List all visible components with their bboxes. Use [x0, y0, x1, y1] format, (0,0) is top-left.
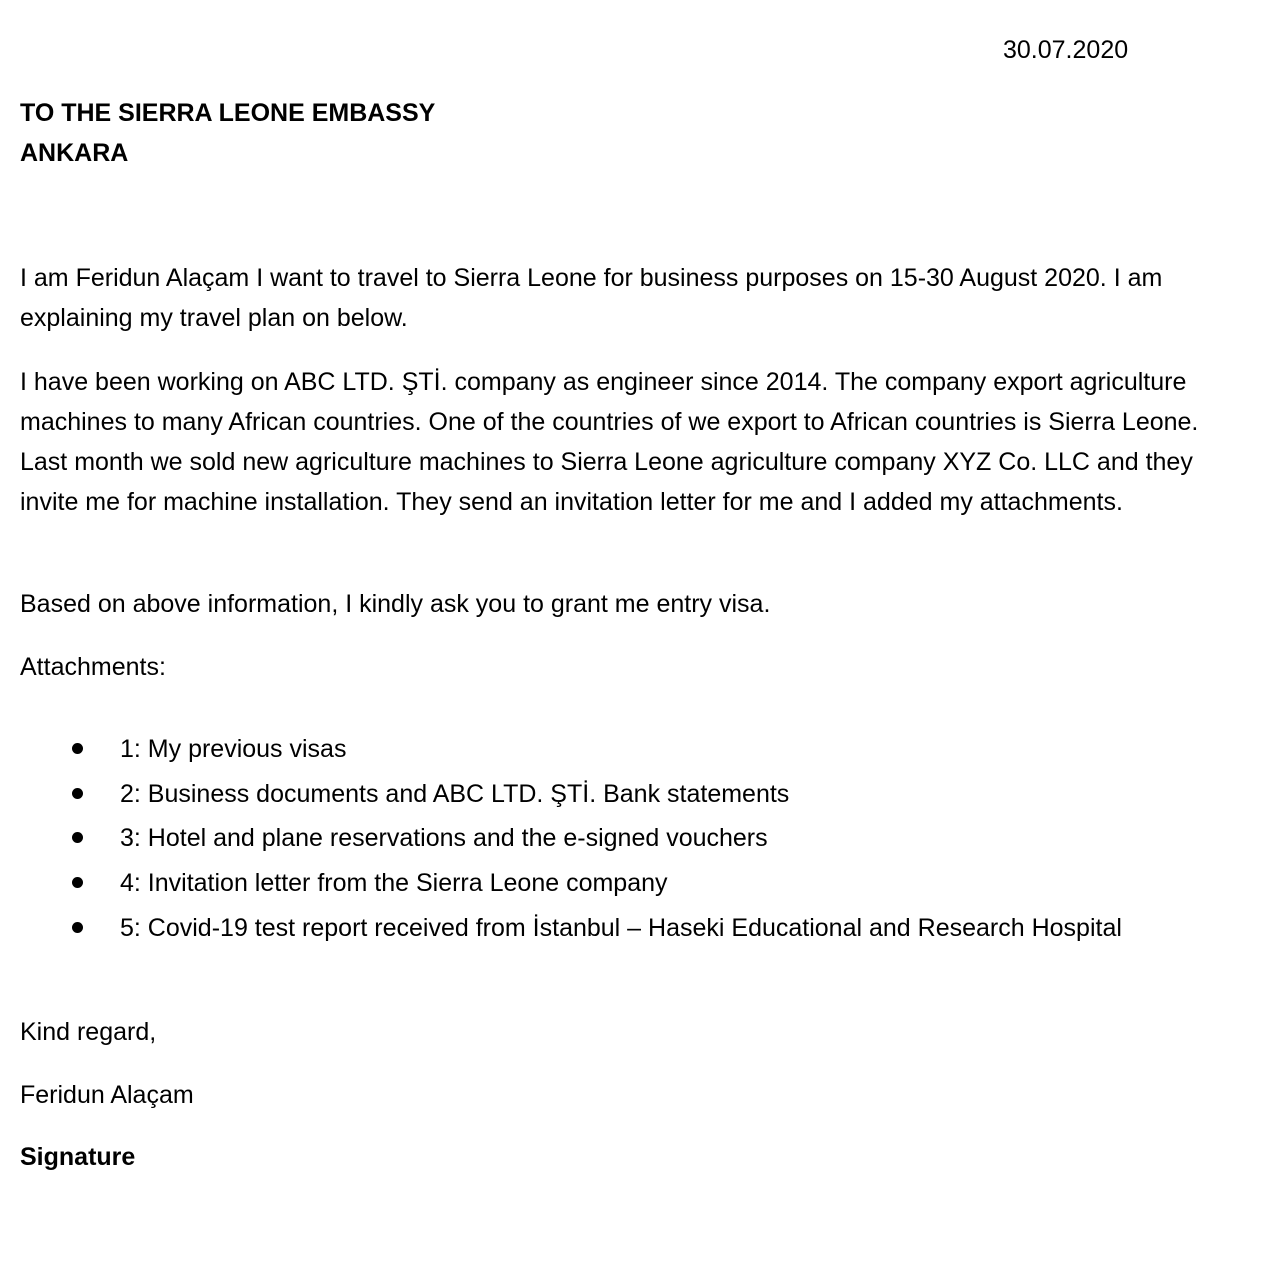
list-item: [20, 863, 1260, 908]
bullet-icon: [72, 743, 83, 754]
attachments-label: Attachments:: [20, 653, 166, 681]
bullet-icon: [72, 788, 83, 799]
letter-date: 30.07.2020: [1003, 36, 1129, 64]
attachment-text: 4: Invitation letter from the Sierra Leone company: [120, 869, 668, 898]
bullet-icon: [72, 877, 83, 888]
attachment-text: 2: Business documents and ABC LTD. ŞTİ. Bank statements: [120, 779, 790, 808]
paragraph-intro: I am Feridun Alaçam I want to travel to Sierra Leone for business purposes on 15-30 August 2020. I am explaining my travel plan on below.: [20, 264, 1163, 332]
attachments-list: [20, 729, 1260, 952]
closing-text: Kind regard,: [20, 1018, 157, 1046]
bullet-icon: [72, 832, 83, 843]
attachment-text: 1: My previous visas: [120, 735, 347, 763]
attachment-text: 5: Covid-19 test report received from İstanbul – Haseki Educational and Research Hospital: [120, 913, 1122, 942]
sender-name: Feridun Alaçam: [20, 1081, 194, 1109]
list-item: [20, 729, 1260, 774]
list-item: [20, 818, 1260, 863]
bullet-icon: [72, 922, 83, 933]
recipient-line-embassy: TO THE SIERRA LEONE EMBASSY: [20, 99, 436, 127]
signature-label: Signature: [20, 1143, 136, 1171]
recipient-line-city: ANKARA: [20, 139, 129, 167]
list-item: [20, 908, 1260, 953]
paragraph-request: Based on above information, I kindly ask you to grant me entry visa.: [20, 590, 771, 618]
paragraph-employment: I have been working on ABC LTD. ŞTİ. company as engineer since 2014. The company export agriculture machines to many African countries. One of the countries of we export to African countries is Sierra Leone. Last month we sold new agriculture machines to Sierra Leone agriculture company XYZ Co. LLC and they invite me for machine installation. They send an invitation letter for me and I added my attachments.: [20, 368, 1199, 516]
recipient-block: [20, 93, 435, 173]
list-item: [20, 774, 1260, 819]
attachment-text: 3: Hotel and plane reservations and the e-signed vouchers: [120, 824, 768, 853]
